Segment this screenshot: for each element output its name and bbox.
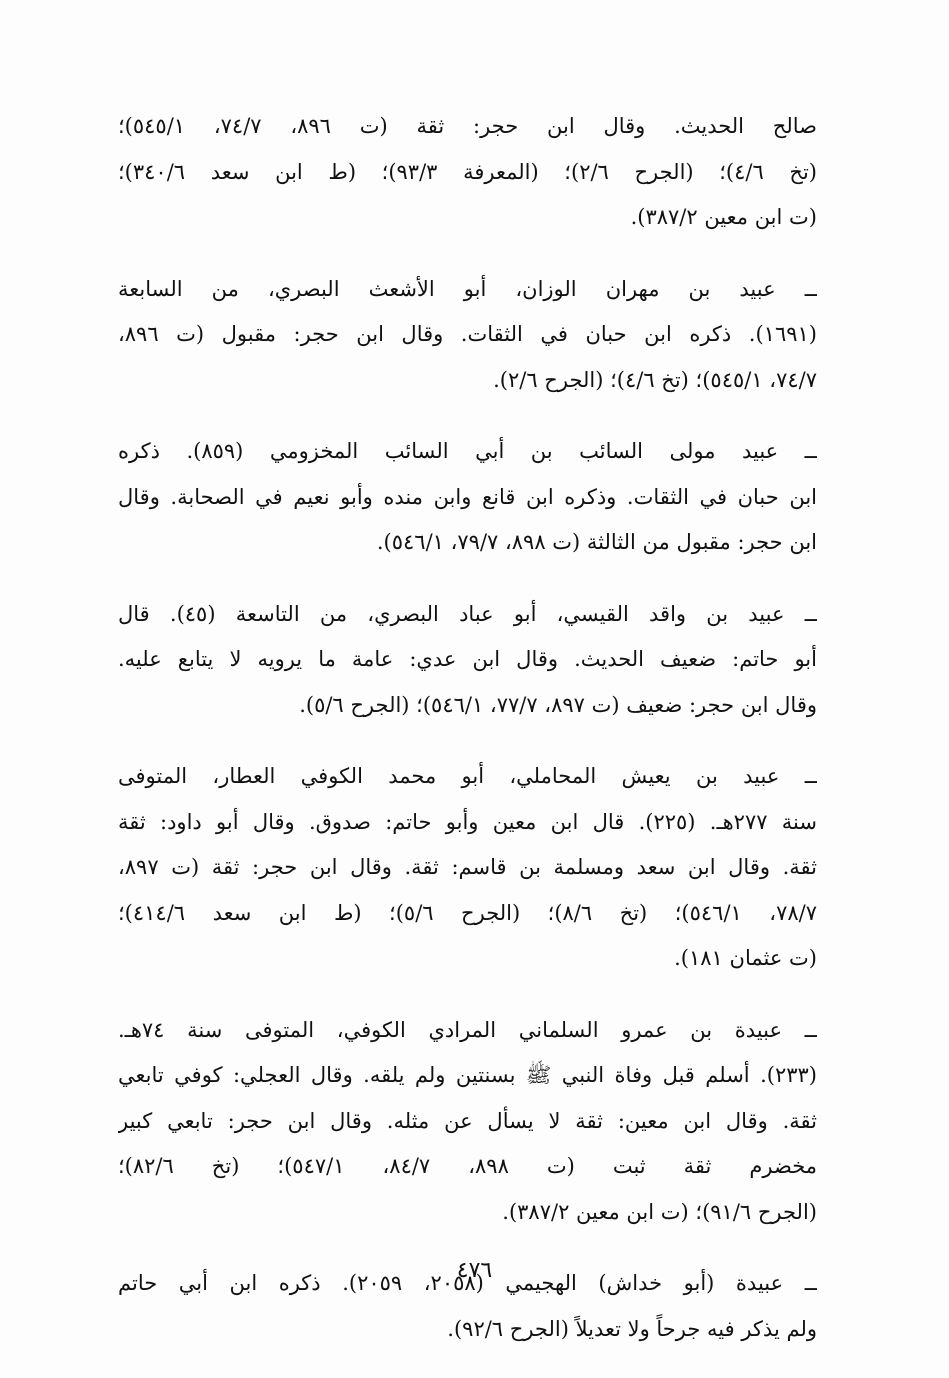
text-line: سنة ٢٧٧هـ. (٢٢٥). قال ابن معين وأبو حاتم: صدوق. وقال أبو داود: ثقة: [118, 809, 817, 834]
text-line: أبو حاتم: ضعيف الحديث. وقال ابن عدي: عامة ما يرويه لا يتابع عليه.: [118, 647, 817, 671]
text-line: ابن حجر: مقبول من الثالثة (ت ٨٩٨، ٧٩/٧، ٥٤٦/١).: [376, 530, 817, 554]
text-line: صالح الحديث. وقال ابن حجر: ثقة (ت ٨٩٦، ٧٤/٧، ٥٤٥/١)؛: [118, 114, 817, 138]
text-line: (١٦٩١). ذكره ابن حبان في الثقات. وقال ابن حجر: مقبول (ت ٨٩٦،: [118, 322, 817, 346]
text-line: ــ عبيد بن واقد القيسي، أبو عباد البصري، من التاسعة (٤٥). قال: [118, 601, 817, 626]
text-line: وقال ابن حجر: ضعيف (ت ٨٩٧، ٧٧/٧، ٥٤٦/١)؛ (الجرح ٥/٦).: [299, 692, 817, 717]
text-line: ابن حبان في الثقات. وذكره ابن قانع وابن منده وأبو نعيم في الصحابة. وقال: [118, 484, 817, 509]
text-line: (ت ابن معين ٣٨٧/٢).: [630, 205, 817, 229]
text-line: (تخ ٤/٦)؛ (الجرح ٢/٦)؛ (المعرفة ٩٣/٣)؛ (ط ابن سعد ٣٤٠/٦)؛: [118, 159, 817, 184]
text-line: ــ عبيد مولى السائب بن أبي السائب المخزومي (٨٥٩). ذكره: [118, 439, 817, 463]
page-number: ٤٧٦: [456, 1258, 493, 1283]
entry-paragraph: [118, 267, 817, 404]
text-line: ــ عبيد بن يعيش المحاملي، أبو محمد الكوفي العطار، المتوفى: [118, 764, 817, 788]
entry-paragraph: [118, 429, 817, 566]
entry-paragraph: [118, 592, 817, 729]
entry-paragraph: [118, 754, 817, 982]
text-line: ــ عبيدة (أبو خداش) الهجيمي (٢٠٥٨، ٢٠٥٩). ذكره ابن أبي حاتم: [118, 1271, 817, 1295]
text-line: ولم يذكر فيه جرحاً ولا تعديلاً (الجرح ٩٢/٦).: [447, 1316, 817, 1341]
text-line: مخضرم ثقة ثبت (ت ٨٩٨، ٨٤/٧، ٥٤٧/١)؛ (تخ ٨٢/٦)؛: [118, 1154, 817, 1178]
text-line: (٢٣٣). أسلم قبل وفاة النبي ﷺ بسنتين ولم يلقه. وقال العجلي: كوفي تابعي: [118, 1063, 817, 1087]
text-line: (ت عثمان ١٨١).: [674, 946, 817, 970]
page-body: [118, 104, 817, 1378]
entry-paragraph: [118, 104, 817, 241]
text-line: ــ عبيدة بن عمرو السلماني المرادي الكوفي، المتوفى سنة ٧٤هـ.: [118, 1017, 817, 1042]
text-line: (الجرح ٩١/٦)؛ (ت ابن معين ٣٨٧/٢).: [502, 1199, 817, 1224]
text-line: ثقة. وقال ابن سعد ومسلمة بن قاسم: ثقة. وقال ابن حجر: ثقة (ت ٨٩٧،: [118, 855, 817, 879]
text-line: ــ عبيد بن مهران الوزان، أبو الأشعث البصري، من السابعة: [118, 276, 817, 301]
text-line: ٧٨/٧، ٥٤٦/١)؛ (تخ ٨/٦)؛ (الجرح ٥/٦)؛ (ط ابن سعد ٤١٤/٦)؛: [118, 900, 817, 925]
text-line: ثقة. وقال ابن معين: ثقة لا يسأل عن مثله. وقال ابن حجر: تابعي كبير: [118, 1108, 817, 1133]
text-line: ٧٤/٧، ٥٤٥/١)؛ (تخ ٤/٦)؛ (الجرح ٢/٦).: [493, 367, 817, 392]
entry-paragraph: [118, 1008, 817, 1236]
